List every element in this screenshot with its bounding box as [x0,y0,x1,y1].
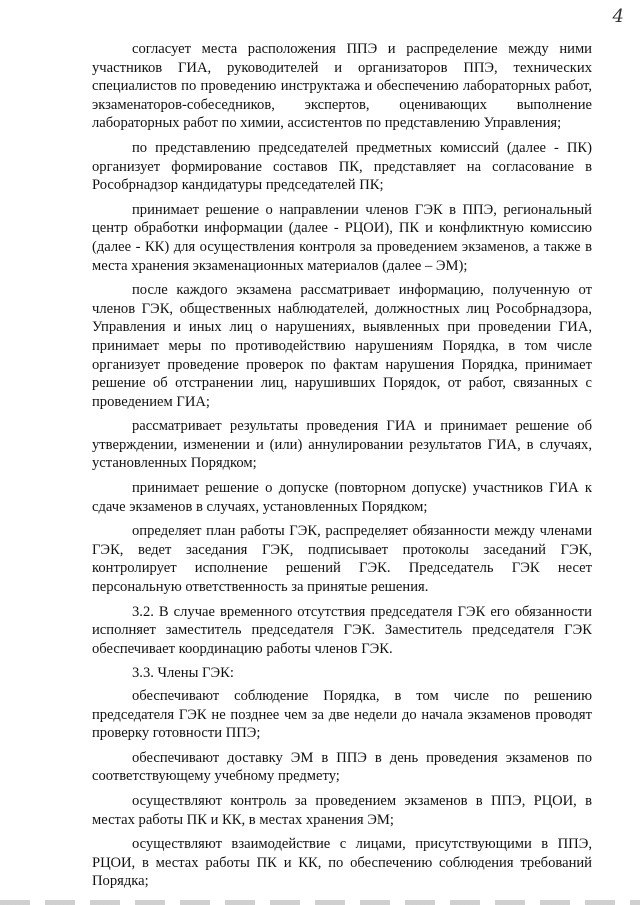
paragraph-ensure-compliance: обеспечивают соблюдение Порядка, в том числе по решению председателя ГЭК не позднее чем за две недели до начала экзаменов проводят проверку готовности ППЭ; [92,688,592,742]
page-number: 4 [612,6,624,27]
paragraph-admission: принимает решение о допуске (повторном допуске) участников ГИА к сдаче экзаменов в случаях, установленных Порядком; [92,480,592,515]
document-body [92,40,592,897]
paragraph-control: осуществляют контроль за проведением экзаменов в ППЭ, РЦОИ, в местах работы ПК и КК, в местах хранения ЭМ; [92,792,592,828]
scan-edge-artifact [0,900,640,905]
paragraph-section-3-2: 3.2. В случае временного отсутствия председателя ГЭК его обязанности исполняет заместитель председателя ГЭК. Заместитель председателя ГЭК обеспечивает координацию работы членов ГЭК. [92,603,592,657]
paragraph-review-results: рассматривает результаты проведения ГИА и принимает решение об утверждении, изменении и (или) аннулировании результатов ГИА, в случаях, установленных Порядком; [92,418,592,472]
paragraph-direct-members: принимает решение о направлении членов ГЭК в ППЭ, региональный центр обработки информации (далее - РЦОИ), ПК и конфликтную комиссию (далее - КК) для осуществления контроля за проведением экзаменов, а также в места хранения экзаменационных материалов (далее – ЭМ); [92,201,592,274]
paragraph-delivery: обеспечивают доставку ЭМ в ППЭ в день проведения экзаменов по соответствующему учебному предмету; [92,749,592,785]
paragraph-review-violations: после каждого экзамена рассматривает информацию, полученную от членов ГЭК, общественных наблюдателей, должностных лиц Рособрнадзора, Управления и иных лиц о нарушениях, выявленных при проведении ГИА, принимает меры по противодействию нарушениям Порядка, в том числе организует проведение проверок по фактам нарушения Порядка, принимает решение об отстранении лиц, нарушивших Порядок, от работ, связанных с проведением ГИА; [92,282,592,410]
paragraph-interaction: осуществляют взаимодействие с лицами, присутствующими в ППЭ, РЦОИ, в местах работы ПК и КК, по обеспечению соблюдения требований Порядка; [92,836,592,890]
paragraph-coordinate-locations: согласует места расположения ППЭ и распределение между ними участников ГИА, руководителей и организаторов ППЭ, технических специалистов по проведению инструктажа и обеспечению лабораторных работ, экзаменаторов-собеседников, экспертов, оценивающих выполнение лабораторных работ по химии, ассистентов по представлению Управления; [92,41,592,132]
paragraph-subject-commissions: по представлению председателей предметных комиссий (далее - ПК) организует формирование составов ПК, представляет на согласование в Рособрнадзор кандидатуры председателей ПК; [92,139,592,194]
paragraph-work-plan: определяет план работы ГЭК, распределяет обязанности между членами ГЭК, ведет заседания ГЭК, подписывает протоколы заседаний ГЭК, контролирует исполнение решений ГЭК. Председатель ГЭК несет персональную ответственность за принятые решения. [92,523,592,596]
section-3-3-heading: 3.3. Члены ГЭК: [132,665,234,682]
